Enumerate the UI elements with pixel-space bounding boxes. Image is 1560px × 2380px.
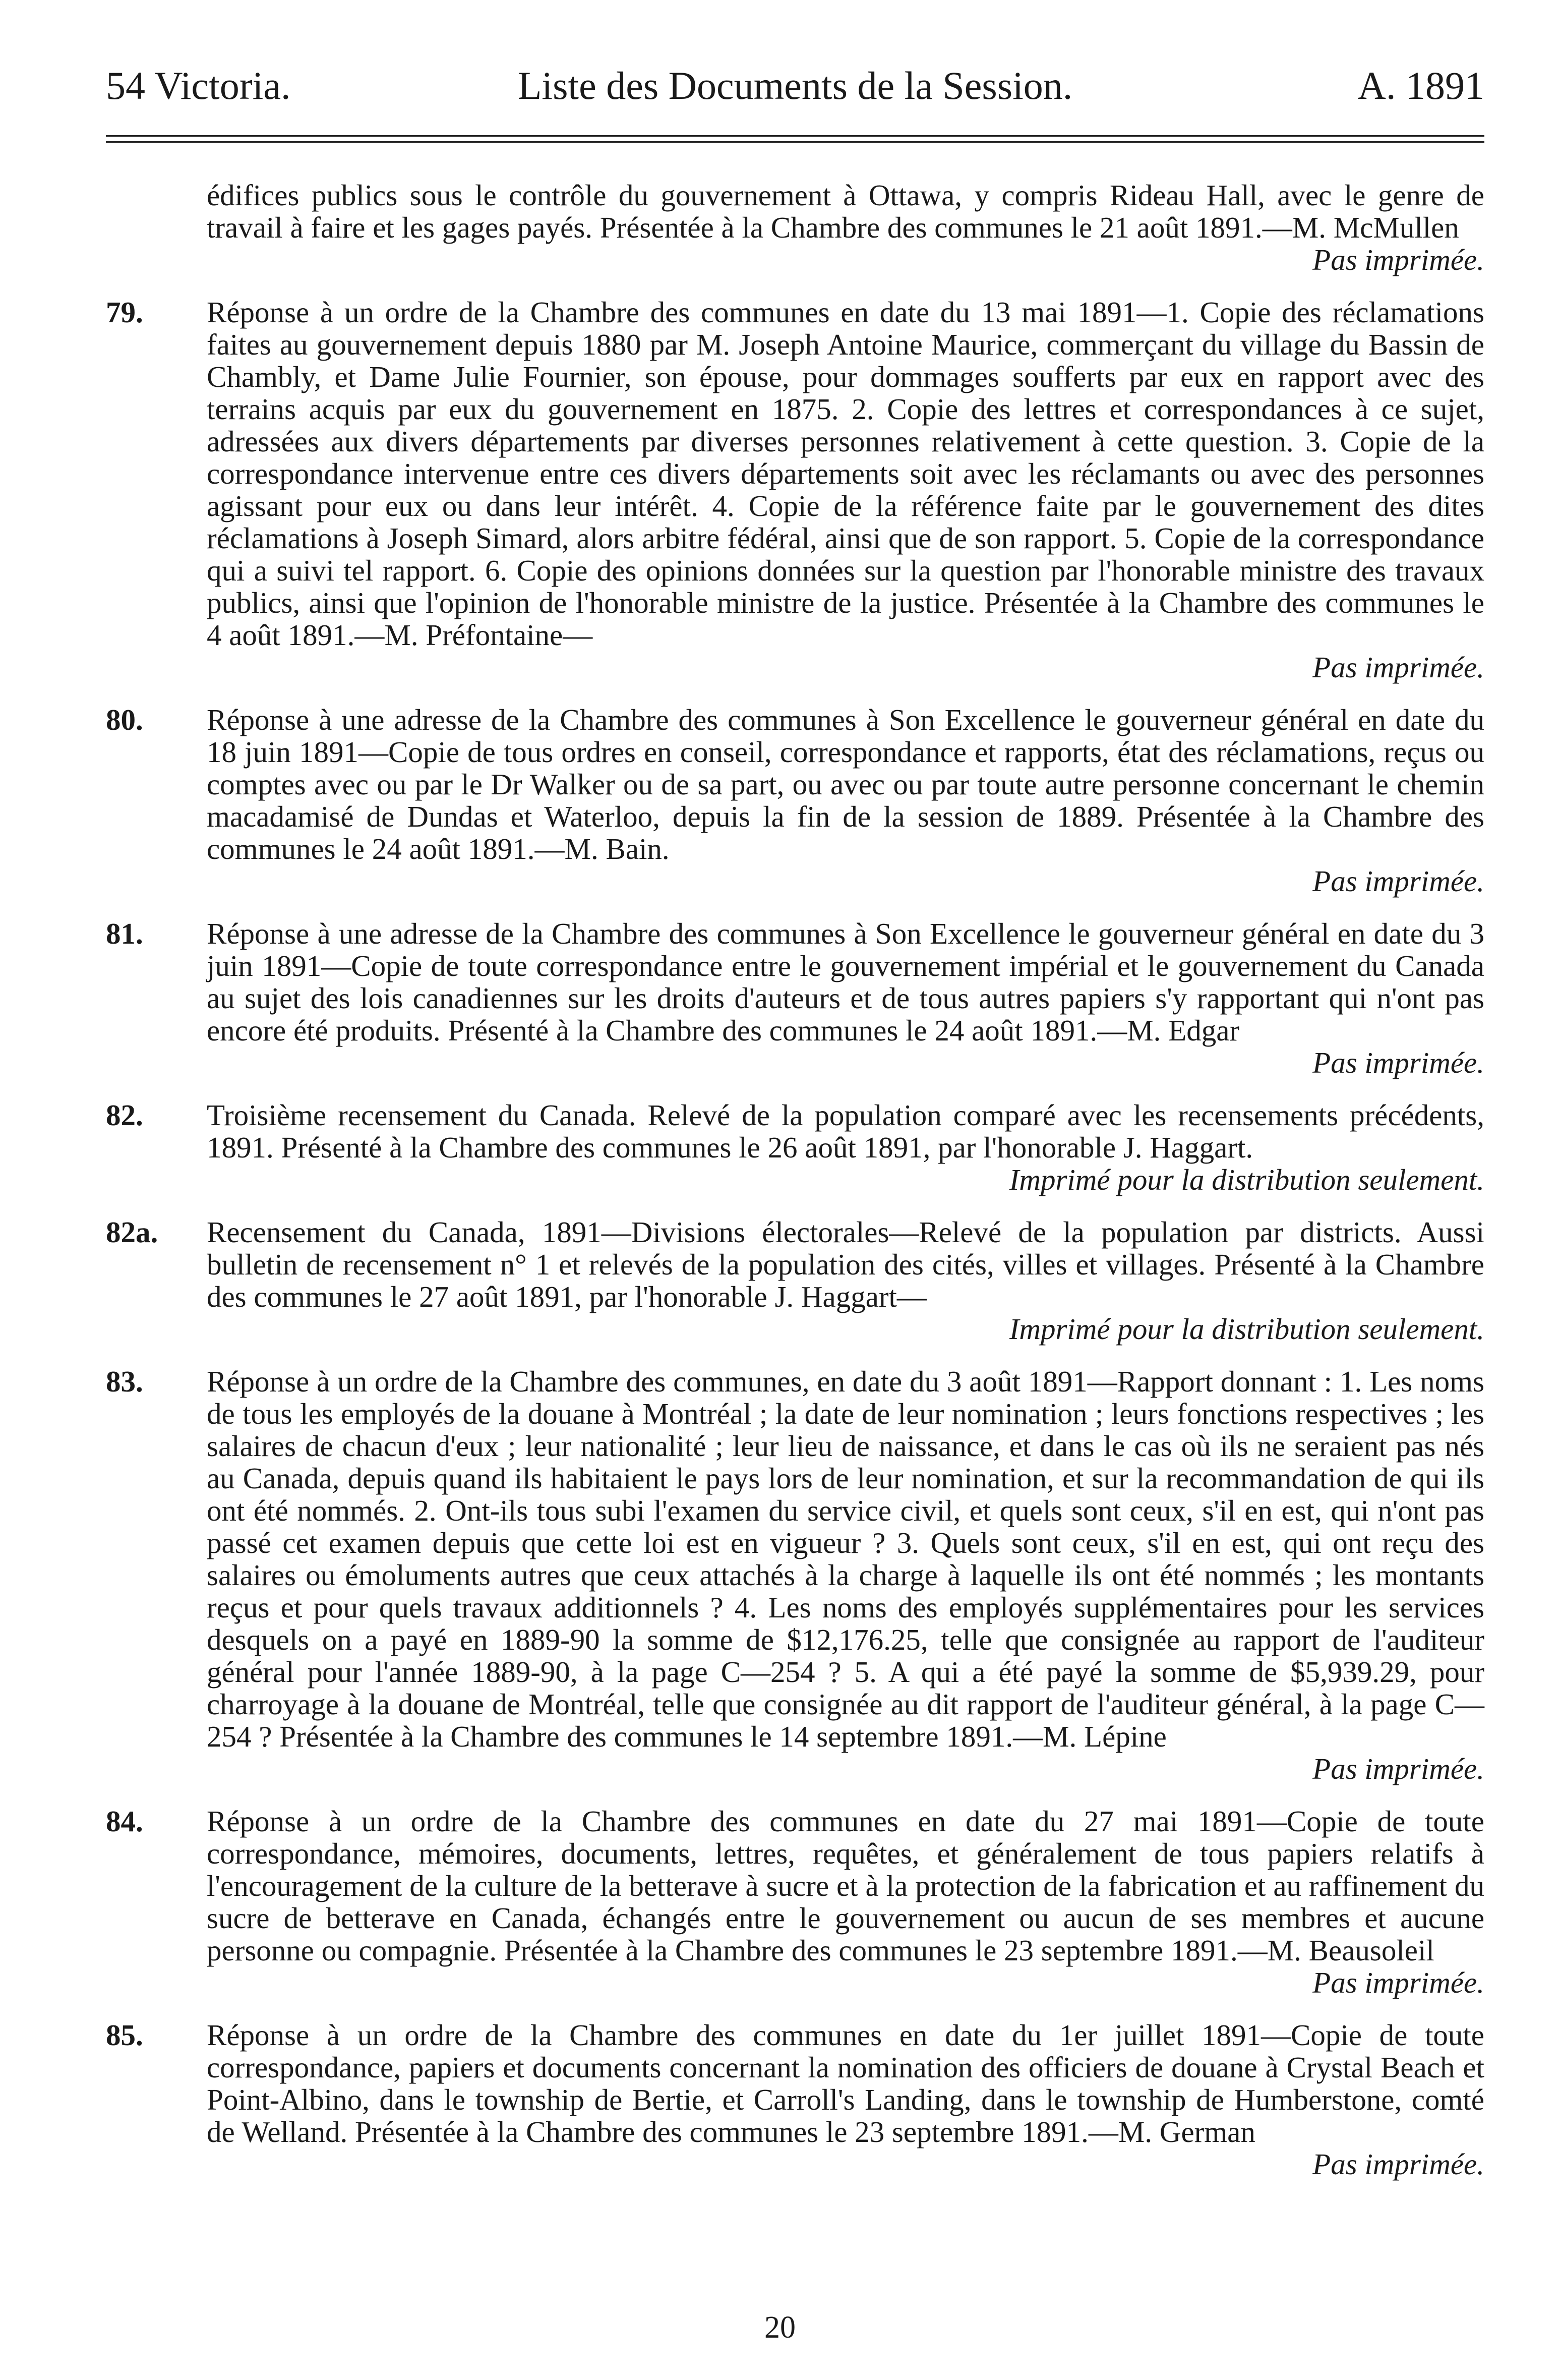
entry-status: Imprimé pour la distribution seulement. bbox=[1009, 1163, 1484, 1196]
entry-83 bbox=[106, 1365, 1484, 1785]
entry-85 bbox=[106, 2019, 1484, 2180]
entry-text: Réponse à un ordre de la Chambre des communes, en date du 3 août 1891—Rapport donnant : 1. Les noms de tous les employés de la douane à Montréal ; la date de leur nomination ; leurs fonctions respectives ; les salaires de chacun d'eux ; leur nationalité ; leur lieu de naissance, et dans le cas où ils ne seraient pas nés au Canada, depuis quand ils habitaient le pays lors de leur nomination, et sur la recommandation de qui ils ont été nommés. 2. Ont-ils tous subi l'examen du service civil, et quels sont ceux, s'il en est, qui n'ont pas passé cet examen depuis que cette loi est en vigueur ? 3. Quels sont ceux, s'il en est, qui ont reçu des salaires ou émoluments autres que ceux attachés à la charge à laquelle ils ont été nommés ; les montants reçus et pour quels travaux additionnels ? 4. Les noms des employés supplémentaires pour les services desquels on a payé en 1889-90 la somme de $12,176.25, telle que consignée au rapport de l'auditeur général pour l'année 1889-90, à la page C—254 ? 5. A qui a été payé la somme de $5,939.29, pour charroyage à la douane de Montréal, telle que consignée au dit rapport de l'auditeur général, à la page C—254 ? Présentée à la Chambre des communes le 14 septembre 1891.—M. Lépine bbox=[207, 1365, 1484, 1753]
entry-status: Pas imprimée. bbox=[1312, 1046, 1484, 1079]
entry-status: Pas imprimée. bbox=[1312, 864, 1484, 898]
entry-79 bbox=[106, 296, 1484, 683]
entry-text: Réponse à un ordre de la Chambre des communes en date du 27 mai 1891—Copie de toute correspondance, mémoires, documents, lettres, requêtes, et généralement de tous papiers relatifs à l'encouragement de la culture de la betterave à sucre et à la protection de la fabrication et au raffinement du sucre de betterave en Canada, échangés entre le gouvernement ou aucun de ses membres et aucune personne ou compagnie. Présentée à la Chambre des communes le 23 septembre 1891.—M. Beausoleil bbox=[207, 1805, 1484, 1967]
entry-number: 79. bbox=[106, 296, 143, 329]
header-title: Liste des Documents de la Session. bbox=[517, 64, 1073, 107]
entry-number: 82. bbox=[106, 1098, 143, 1132]
entry-text: Troisième recensement du Canada. Relevé de la population comparé avec les recensements précédents, 1891. Présenté à la Chambre des communes le 26 août 1891, par l'honorable J. Haggart. bbox=[207, 1098, 1484, 1164]
entry-status: Pas imprimée. bbox=[1312, 2147, 1484, 2181]
entry-84 bbox=[106, 1805, 1484, 1999]
entry-82 bbox=[106, 1099, 1484, 1196]
entry-number: 81. bbox=[106, 917, 143, 950]
header-year: A. 1891 bbox=[1357, 64, 1484, 107]
entry-status: Imprimé pour la distribution seulement. bbox=[1009, 1312, 1484, 1346]
document-list bbox=[106, 179, 1484, 2200]
header-rule-bottom bbox=[106, 141, 1484, 143]
entry-text: édifices publics sous le contrôle du gouvernement à Ottawa, y compris Rideau Hall, avec le genre de travail à faire et les gages payés. Présentée à la Chambre des communes le 21 août 1891.—M. McMullen bbox=[207, 179, 1484, 244]
entry-number: 84. bbox=[106, 1805, 143, 1838]
entry-82a bbox=[106, 1216, 1484, 1345]
page-number: 20 bbox=[764, 2310, 796, 2345]
entry-text: Réponse à une adresse de la Chambre des communes à Son Excellence le gouverneur général en date du 18 juin 1891—Copie de tous ordres en conseil, correspondance et rapports, état des réclamations, reçus ou comptes avec ou par le Dr Walker ou de sa part, ou avec ou par toute autre personne concernant le chemin macadamisé de Dundas et Waterloo, depuis la fin de la session de 1889. Présentée à la Chambre des communes le 24 août 1891.—M. Bain. bbox=[207, 703, 1484, 865]
entry-status: Pas imprimée. bbox=[1312, 651, 1484, 684]
entry-number: 83. bbox=[106, 1365, 143, 1398]
entry-continued bbox=[106, 179, 1484, 276]
entry-text: Réponse à un ordre de la Chambre des communes en date du 13 mai 1891—1. Copie des réclamations faites au gouvernement depuis 1880 par M. Joseph Antoine Maurice, commerçant du village du Bassin de Chambly, et Dame Julie Fournier, son épouse, pour dommages soufferts par eux en rapport avec des terrains acquis par eux du gouvernement en 1875. 2. Copie des lettres et correspondances à ce sujet, adressées aux divers départements par diverses personnes relativement à cette question. 3. Copie de la correspondance intervenue entre ces divers départements soit avec les réclamants ou avec des personnes agissant pour eux ou dans leur intérêt. 4. Copie de la référence faite par le gouvernement des dites réclamations à Joseph Simard, alors arbitre fédéral, ainsi que de son rapport. 5. Copie de la correspondance qui a suivi tel rapport. 6. Copie des opinions données sur la question par l'honorable ministre des travaux publics, ainsi que l'opinion de l'honorable ministre de la justice. Présentée à la Chambre des communes le 4 août 1891.—M. Préfontaine— bbox=[207, 296, 1484, 652]
entry-status: Pas imprimée. bbox=[1312, 243, 1484, 276]
header-rule-top bbox=[106, 135, 1484, 137]
entry-text: Réponse à un ordre de la Chambre des communes en date du 1er juillet 1891—Copie de toute correspondance, papiers et documents concernant la nomination des officiers de douane à Crystal Beach et Point-Albino, dans le township de Bertie, et Carroll's Landing, dans le township de Humberstone, comté de Welland. Présentée à la Chambre des communes le 23 septembre 1891.—M. German bbox=[207, 2018, 1484, 2149]
entry-text: Recensement du Canada, 1891—Divisions électorales—Relevé de la population par districts. Aussi bulletin de recensement n° 1 et relevés de la population des cités, villes et villages. Présenté à la Chambre des communes le 27 août 1891, par l'honorable J. Haggart— bbox=[207, 1215, 1484, 1313]
entry-number: 85. bbox=[106, 2018, 143, 2052]
entry-80 bbox=[106, 704, 1484, 897]
entry-text: Réponse à une adresse de la Chambre des communes à Son Excellence le gouverneur général en date du 3 juin 1891—Copie de toute correspondance entre le gouvernement impérial et le gouvernement du Canada au sujet des lois canadiennes sur les droits d'auteurs et de tous autres papiers s'y rapportant qui n'ont pas encore été produits. Présenté à la Chambre des communes le 24 août 1891.—M. Edgar bbox=[207, 917, 1484, 1047]
entry-81 bbox=[106, 917, 1484, 1079]
entry-number: 80. bbox=[106, 703, 143, 736]
entry-status: Pas imprimée. bbox=[1312, 1966, 1484, 1999]
page-header bbox=[106, 61, 1484, 111]
entry-status: Pas imprimée. bbox=[1312, 1752, 1484, 1785]
header-session: 54 Victoria. bbox=[106, 64, 291, 107]
entry-number: 82a. bbox=[106, 1215, 158, 1249]
